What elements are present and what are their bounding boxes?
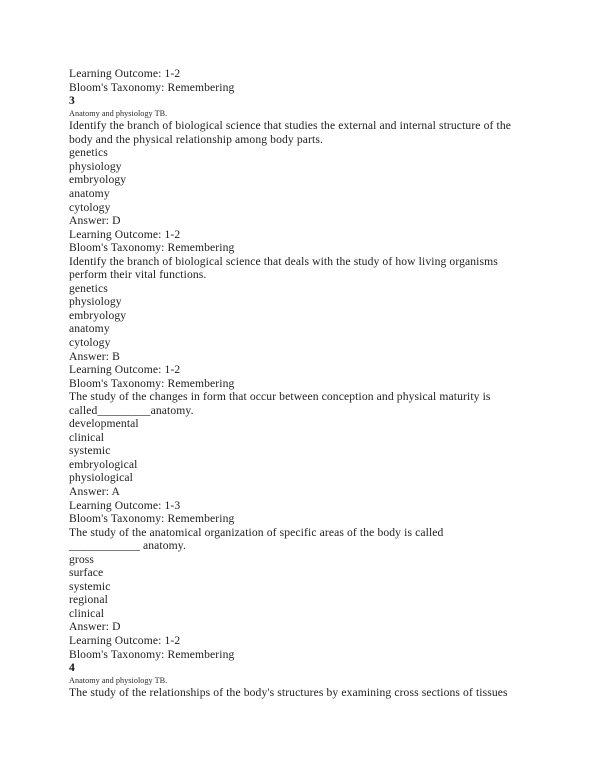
answer-option: cytology [69, 200, 111, 214]
answer-option: clinical [69, 430, 105, 444]
answer-key: Answer: A [69, 485, 120, 498]
answer-option: anatomy [69, 322, 110, 336]
answer-option: physiology [69, 159, 122, 173]
answer-option: embryology [69, 173, 127, 187]
answer-option: systemic [69, 579, 111, 593]
answer-option: genetics [69, 281, 108, 295]
metadata-line: Bloom's Taxonomy: Remembering [69, 647, 235, 661]
answer-key: Answer: D [69, 620, 121, 634]
answer-option: anatomy [69, 186, 110, 200]
page-number-marker: 3 [69, 94, 75, 108]
answer-option: cytology [69, 335, 111, 349]
metadata-line: Bloom's Taxonomy: Remembering [69, 512, 235, 526]
answer-option: clinical [69, 606, 105, 620]
question-text: Identify the branch of biological science that studies the external and internal structure of the body and the physical relationship among body parts. [69, 119, 515, 146]
running-head: Anatomy and physiology TB. [69, 108, 168, 118]
question-text: The study of the anatomical organization of specific areas of the body is called ____________ anatomy. [69, 525, 447, 553]
metadata-line: Learning Outcome: 1-2 [69, 67, 181, 80]
metadata-line: Bloom's Taxonomy: Remembering [69, 80, 235, 94]
answer-key: Answer: B [69, 349, 120, 363]
running-head: Anatomy and physiology TB. [69, 675, 168, 685]
answer-option: systemic [69, 444, 111, 458]
answer-option: embryology [69, 308, 127, 322]
answer-option: gross [69, 552, 95, 566]
answer-option: physiology [69, 295, 122, 309]
document-text-body [69, 67, 515, 700]
metadata-line: Bloom's Taxonomy: Remembering [69, 376, 235, 390]
metadata-line: Learning Outcome: 1-2 [69, 634, 181, 648]
answer-option: regional [69, 593, 108, 607]
metadata-line: Learning Outcome: 1-2 [69, 363, 181, 377]
metadata-line: Learning Outcome: 1-2 [69, 227, 181, 241]
page-number-marker: 4 [69, 661, 75, 675]
answer-option: physiological [69, 471, 133, 485]
answer-option: surface [69, 566, 104, 580]
question-text: The study of the changes in form that occur between conception and physical maturity is called_________anatomy. [69, 390, 494, 417]
question-text: The study of the relationships of the body's structures by examining cross sections of tissues [69, 686, 508, 700]
metadata-line: Learning Outcome: 1-3 [69, 498, 181, 512]
answer-option: genetics [69, 146, 108, 160]
answer-option: developmental [69, 417, 139, 431]
question-text: Identify the branch of biological science that deals with the study of how living organisms perform their vital functions. [69, 254, 501, 282]
metadata-line: Bloom's Taxonomy: Remembering [69, 241, 235, 255]
answer-key: Answer: D [69, 214, 121, 228]
answer-option: embryological [69, 457, 138, 471]
